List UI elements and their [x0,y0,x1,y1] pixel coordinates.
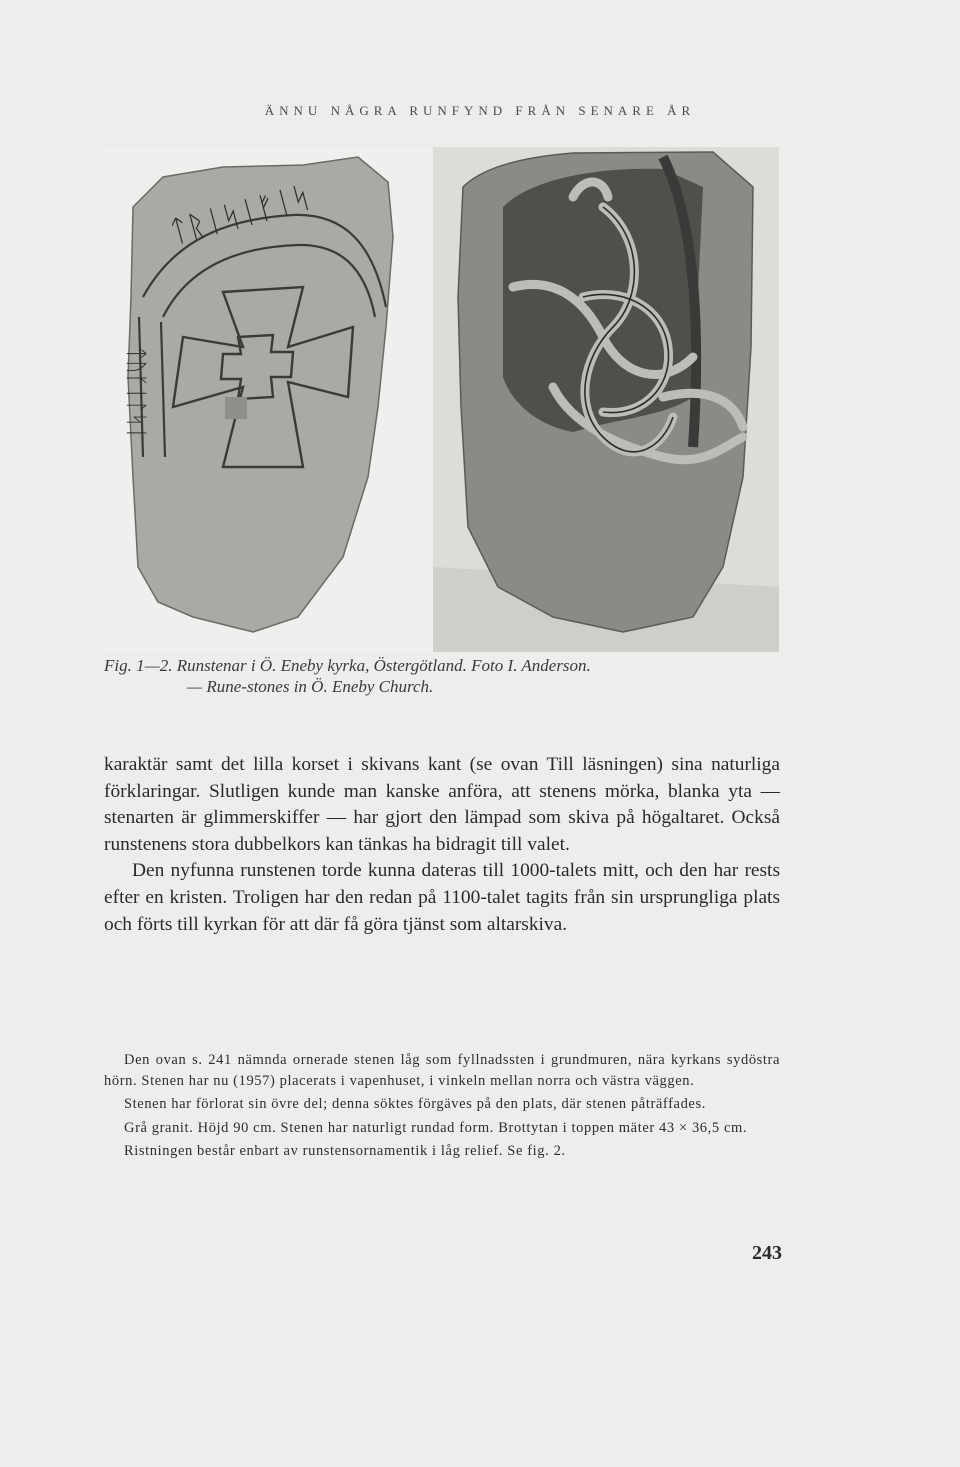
rune-inscription-side: ᛏᚢᚴᛁᛚᛋᛁ [123,347,148,440]
note-1: Den ovan s. 241 nämnda ornerade stenen låg som fyllnadssten i grundmuren, nära kyrkans sydöstra hörn. Stenen har nu (1957) placerats i vapenhuset, i vinkeln mellan norra och västra väggen. [104,1052,780,1089]
note-2: Stenen har förlorat sin övre del; denna söktes förgäves på den plats, där stenen påträffades. [124,1096,706,1113]
paragraph-2: Den nyfunna runstenen torde kunna dateras till 1000-talets mitt, och den har rests efter en kristen. Troligen har den redan på 1100-talet tagits från sin ursprungliga plats och förts till kyrkan för att där få göra tjänst som altarskiva. [104,860,780,935]
running-head: ÄNNU NÅGRA RUNFYND FRÅN SENARE ÅR [264,103,696,118]
note-4: Ristningen består enbart av runstensornamentik i låg relief. Se fig. 2. [124,1143,566,1160]
rune-stones-photo [103,147,779,652]
rune-inscription-top: ᛏᚱᛁᛋᛁᚠᛁᛋ [166,179,315,251]
figure-plate [103,147,779,652]
notes [104,1050,780,1165]
body-text [104,752,780,938]
rune-stone-right [458,152,753,632]
figure-caption: Fig. 1—2. Runstenar i Ö. Eneby kyrka, Östergötland. Foto I. Anderson. [104,656,591,675]
note-3: Grå granit. Höjd 90 cm. Stenen har naturligt rundad form. Brottytan i toppen mäter 43 × 36,5 cm. [124,1119,748,1136]
paragraph-1: karaktär samt det lilla korset i skivans kant (se ovan Till läsningen) sina naturliga förklaringar. Slutligen kunde man kanske anföra, att stenens mörka, blanka yta — stenarten är glimmerskiffer — har gjort den lämpad som skiva på högaltaret. Också runstenens stora dubbelkors kan tänkas ha bidragit till valet. [104,754,780,855]
figure-caption-english: — Rune-stones in Ö. Eneby Church. [187,677,434,696]
page-number: 243 [752,1242,782,1264]
